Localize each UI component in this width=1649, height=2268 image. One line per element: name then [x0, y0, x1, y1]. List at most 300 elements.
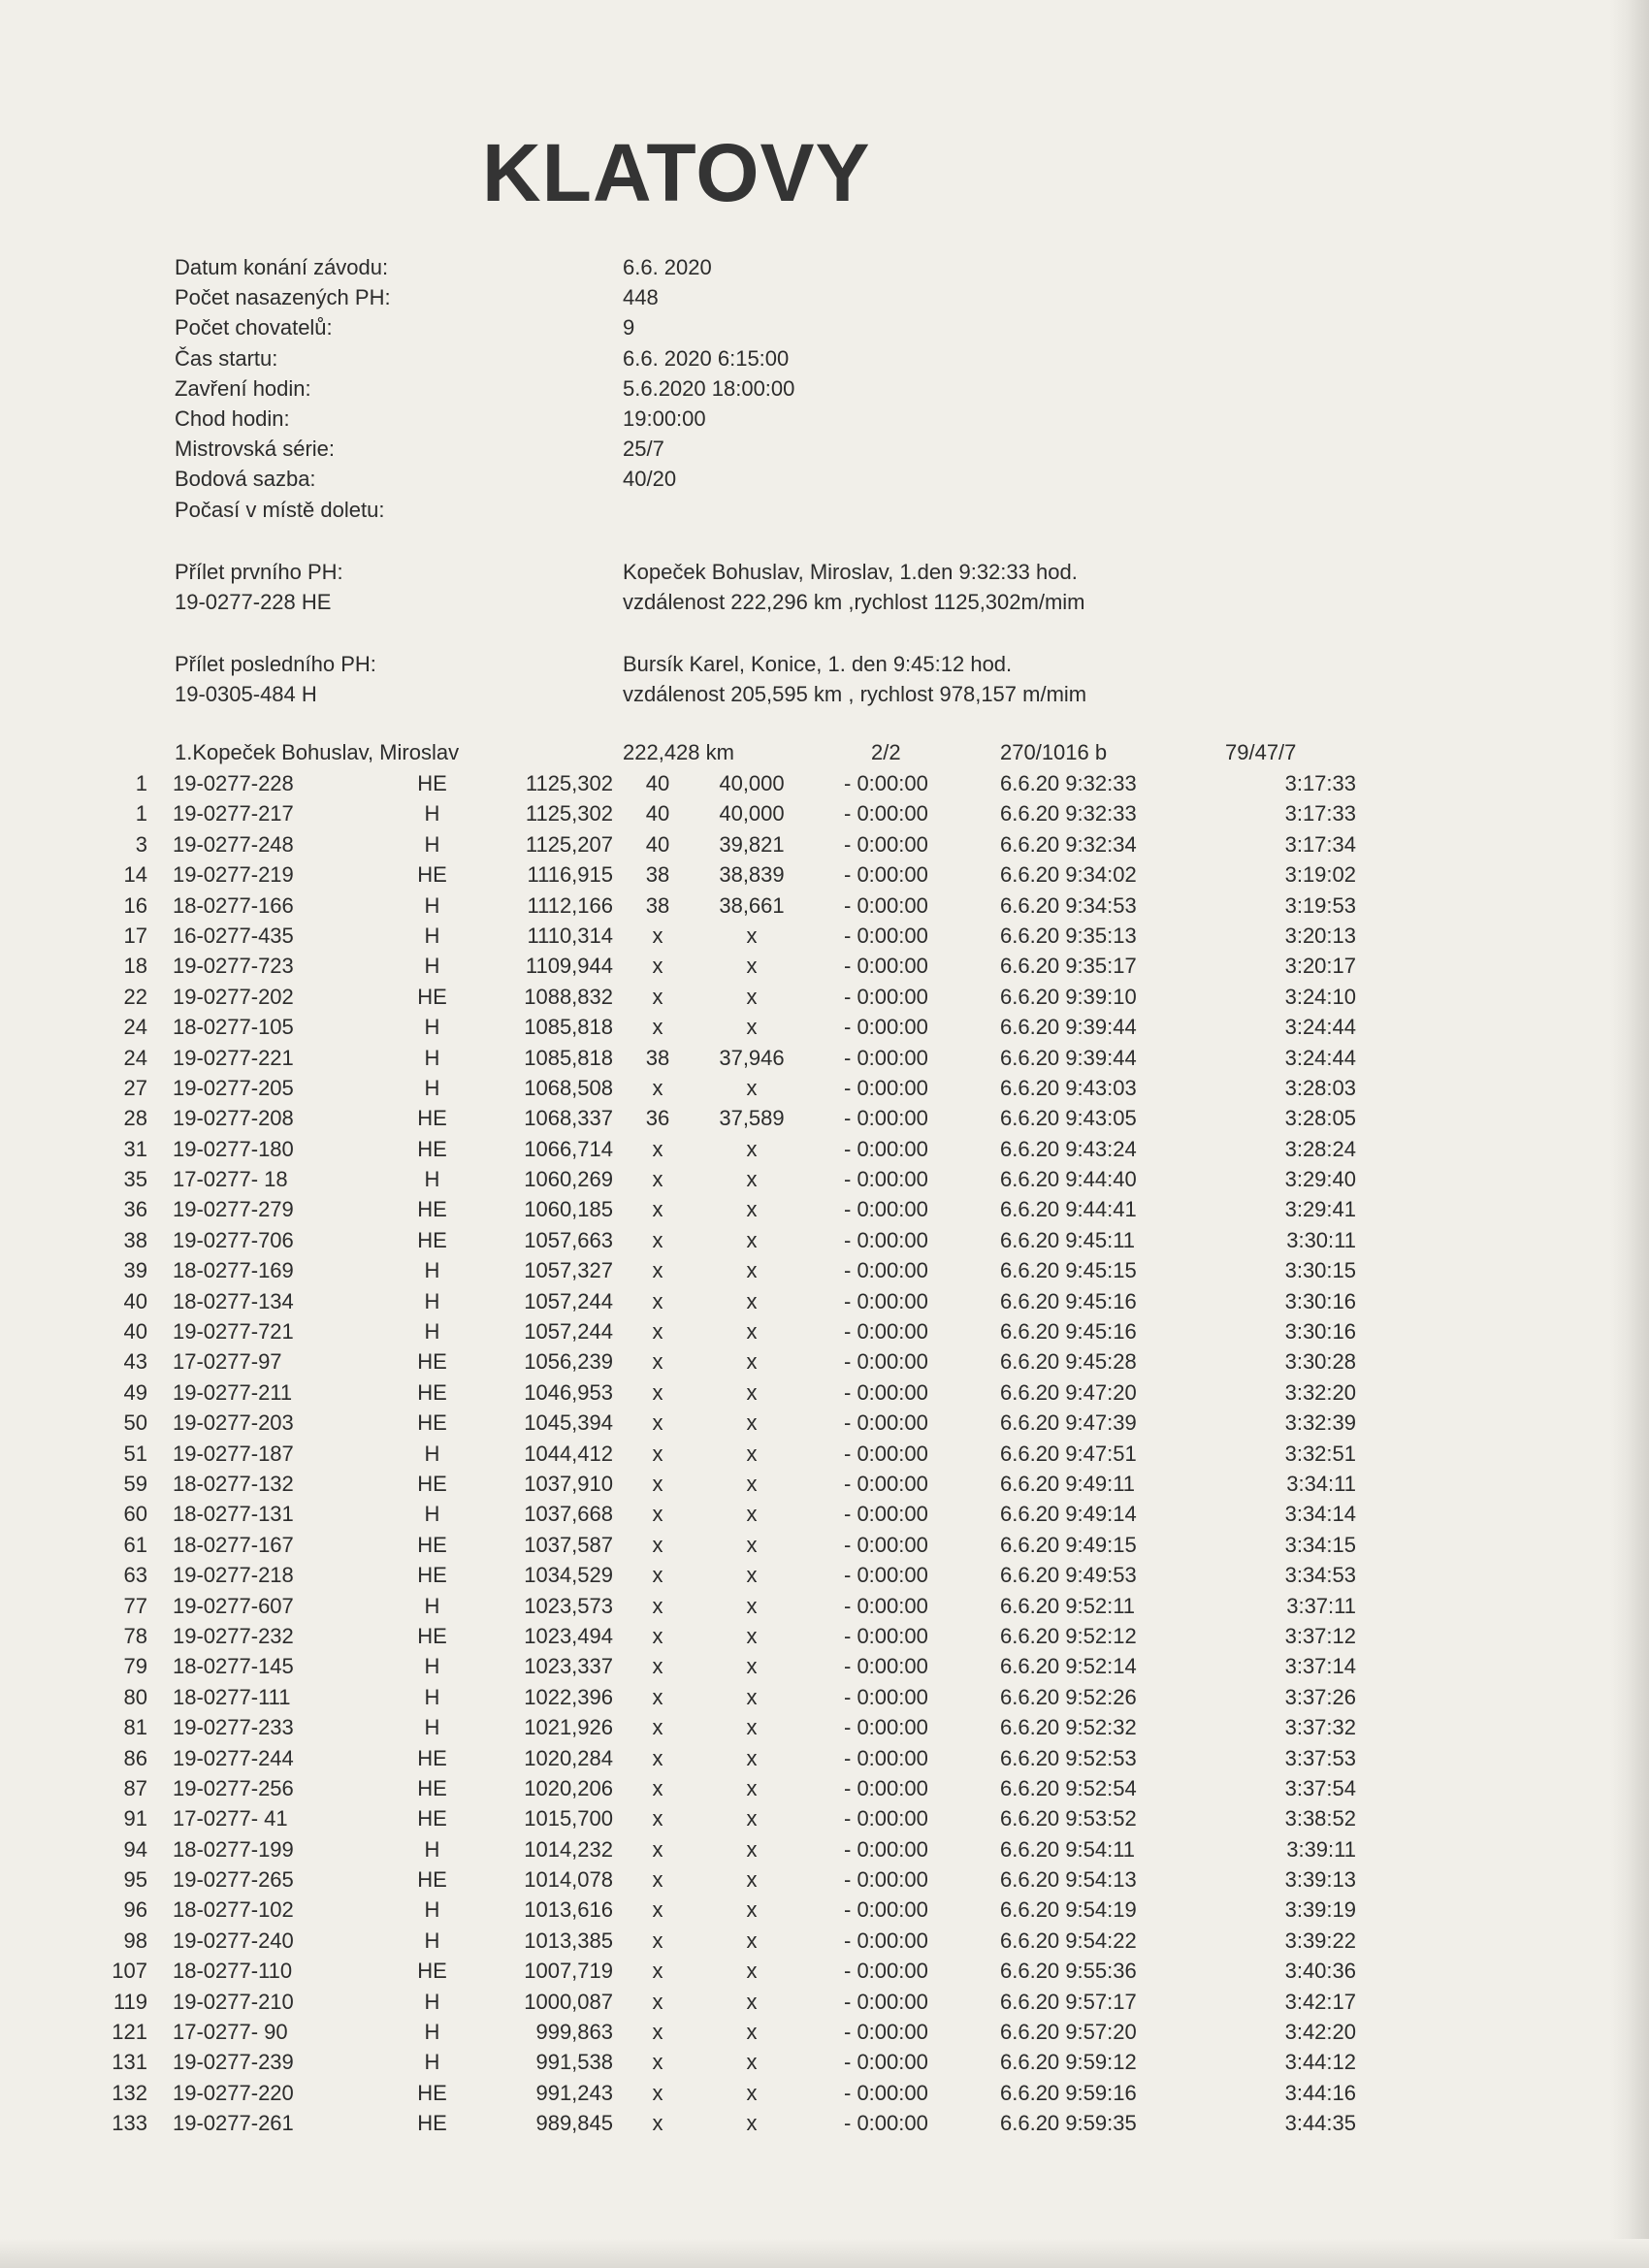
info-label: Chod hodin:	[175, 405, 290, 431]
difference-cell: - 0:00:00	[844, 1928, 928, 1953]
rank-cell: 16	[123, 892, 147, 918]
difference-cell: - 0:00:00	[844, 1715, 928, 1740]
table-row	[0, 1624, 1649, 1654]
rank-cell: 14	[123, 862, 147, 888]
arrival-cell: 6.6.20 9:52:26	[1000, 1684, 1137, 1709]
flight-time-cell: 3:17:34	[1284, 831, 1356, 857]
last-arrival-label: Přílet posledního PH:	[175, 652, 376, 676]
arrival-cell: 6.6.20 9:43:24	[1000, 1136, 1137, 1161]
points-cell: x	[652, 1258, 663, 1283]
coefficient-cell: x	[746, 1167, 758, 1192]
speed-cell: 991,538	[535, 2050, 613, 2075]
difference-cell: - 0:00:00	[844, 923, 928, 948]
points-cell: x	[652, 1563, 663, 1588]
sex-cell: HE	[417, 771, 447, 795]
speed-cell: 999,863	[535, 2020, 613, 2045]
sex-cell: HE	[417, 1867, 447, 1893]
arrival-cell: 6.6.20 9:47:20	[1000, 1379, 1137, 1405]
rank-cell: 77	[123, 1593, 147, 1618]
coefficient-cell: x	[746, 1806, 758, 1831]
table-row	[0, 1228, 1649, 1258]
flight-time-cell: 3:34:14	[1284, 1502, 1356, 1527]
rank-cell: 96	[123, 1897, 147, 1923]
sex-cell: HE	[417, 2111, 447, 2136]
ring-number-cell: 19-0277-232	[173, 1623, 294, 1648]
table-row	[0, 1594, 1649, 1624]
arrival-cell: 6.6.20 9:57:17	[1000, 1989, 1137, 2014]
coefficient-cell: x	[746, 1684, 758, 1709]
table-row	[0, 985, 1649, 1015]
points-cell: x	[652, 2080, 663, 2105]
sex-cell: HE	[417, 984, 447, 1009]
flight-time-cell: 3:32:51	[1284, 1441, 1356, 1466]
points-cell: x	[652, 1288, 663, 1313]
info-label: Mistrovská série:	[175, 437, 336, 462]
points-cell: x	[652, 2111, 663, 2136]
table-row	[0, 893, 1649, 923]
flight-time-cell: 3:17:33	[1284, 801, 1356, 826]
sex-cell: HE	[417, 1410, 447, 1436]
rank-cell: 121	[112, 2020, 147, 2045]
arrival-cell: 6.6.20 9:52:14	[1000, 1654, 1137, 1679]
speed-cell: 1023,494	[524, 1623, 613, 1648]
ring-number-cell: 16-0277-435	[173, 923, 294, 948]
info-label: Bodová sazba:	[175, 467, 316, 492]
table-row	[0, 954, 1649, 984]
rank-cell: 60	[123, 1502, 147, 1527]
rank-cell: 18	[123, 954, 147, 979]
coefficient-cell: x	[746, 1319, 758, 1345]
sex-cell: H	[424, 954, 440, 979]
arrival-cell: 6.6.20 9:44:41	[1000, 1197, 1137, 1222]
ring-number-cell: 18-0277-145	[173, 1654, 294, 1679]
difference-cell: - 0:00:00	[844, 1563, 928, 1588]
points-cell: x	[652, 1989, 663, 2014]
page-title: KLATOVY	[482, 127, 871, 218]
ring-number-cell: 19-0277-202	[173, 984, 294, 1009]
sex-cell: H	[424, 2050, 440, 2075]
ring-number-cell: 18-0277-105	[173, 1015, 294, 1040]
sex-cell: H	[424, 1836, 440, 1862]
difference-cell: - 0:00:00	[844, 1867, 928, 1893]
speed-cell: 1037,910	[524, 1471, 613, 1496]
coefficient-cell: x	[746, 1379, 758, 1405]
flight-time-cell: 3:44:12	[1284, 2050, 1356, 2075]
coefficient-cell: x	[746, 1441, 758, 1466]
coefficient-cell: x	[746, 1197, 758, 1222]
sex-cell: H	[424, 1075, 440, 1100]
speed-cell: 1021,926	[524, 1715, 613, 1740]
difference-cell: - 0:00:00	[844, 1897, 928, 1923]
ring-number-cell: 19-0277-239	[173, 2050, 294, 2075]
sex-cell: H	[424, 1654, 440, 1679]
rank-cell: 78	[123, 1623, 147, 1648]
rank-cell: 95	[123, 1867, 147, 1893]
flight-time-cell: 3:34:53	[1284, 1563, 1356, 1588]
difference-cell: - 0:00:00	[844, 1288, 928, 1313]
coefficient-cell: 40,000	[719, 771, 785, 795]
sex-cell: HE	[417, 1349, 447, 1375]
arrival-cell: 6.6.20 9:54:11	[1000, 1836, 1136, 1862]
speed-cell: 1014,232	[524, 1836, 613, 1862]
ring-number-cell: 19-0277-187	[173, 1441, 294, 1466]
sex-cell: H	[424, 923, 440, 948]
speed-cell: 1013,385	[524, 1928, 613, 1953]
flight-time-cell: 3:20:13	[1284, 923, 1356, 948]
points-cell: x	[652, 1745, 663, 1770]
speed-cell: 1022,396	[524, 1684, 613, 1709]
info-value: 448	[623, 285, 659, 310]
coefficient-cell: x	[746, 1136, 758, 1161]
ring-number-cell: 17-0277- 41	[173, 1806, 288, 1831]
sex-cell: H	[424, 1167, 440, 1192]
ring-number-cell: 19-0277-723	[173, 954, 294, 979]
coefficient-cell: x	[746, 1928, 758, 1953]
first-arrival-line2: vzdálenost 222,296 km ,rychlost 1125,302m/mim	[623, 590, 1085, 614]
rank-cell: 39	[123, 1258, 147, 1283]
ring-number-cell: 19-0277-228	[173, 771, 294, 795]
flight-time-cell: 3:38:52	[1284, 1806, 1356, 1831]
table-row	[0, 1776, 1649, 1806]
speed-cell: 1007,719	[524, 1959, 613, 1984]
ring-number-cell: 19-0277-203	[173, 1410, 294, 1436]
info-row	[175, 285, 1242, 315]
speed-cell: 1116,915	[527, 862, 613, 888]
first-arrival-ring: 19-0277-228 HE	[175, 590, 332, 614]
table-row	[0, 2020, 1649, 2050]
rank-cell: 119	[113, 1989, 147, 2014]
sex-cell: H	[424, 1288, 440, 1313]
flight-time-cell: 3:19:02	[1284, 862, 1356, 888]
info-row	[175, 315, 1242, 345]
table-row	[0, 1410, 1649, 1441]
rank-cell: 43	[123, 1349, 147, 1375]
sex-cell: HE	[417, 1775, 447, 1800]
arrival-cell: 6.6.20 9:32:33	[1000, 771, 1137, 795]
flight-time-cell: 3:30:16	[1284, 1319, 1356, 1345]
points-cell: x	[652, 1227, 663, 1252]
ring-number-cell: 19-0277-217	[173, 801, 294, 826]
table-row	[0, 1837, 1649, 1867]
coefficient-cell: x	[746, 1959, 758, 1984]
ring-number-cell: 19-0277-706	[173, 1227, 294, 1252]
table-row	[0, 1715, 1649, 1745]
rank-cell: 28	[123, 1106, 147, 1131]
breeder-distance: 222,428 km	[623, 740, 734, 764]
rank-cell: 61	[123, 1532, 147, 1557]
ring-number-cell: 18-0277-131	[173, 1502, 294, 1527]
sex-cell: HE	[417, 1563, 447, 1588]
rank-cell: 87	[123, 1775, 147, 1800]
race-info	[175, 255, 1242, 528]
coefficient-cell: 37,946	[719, 1045, 785, 1070]
ring-number-cell: 18-0277-134	[173, 1288, 294, 1313]
difference-cell: - 0:00:00	[844, 1045, 928, 1070]
ring-number-cell: 19-0277-721	[173, 1319, 294, 1345]
info-row	[175, 406, 1242, 437]
table-row	[0, 1533, 1649, 1563]
difference-cell: - 0:00:00	[844, 1593, 928, 1618]
flight-time-cell: 3:28:24	[1284, 1136, 1356, 1161]
flight-time-cell: 3:29:40	[1284, 1167, 1356, 1192]
table-row	[0, 862, 1649, 892]
sex-cell: H	[424, 1989, 440, 2014]
sex-cell: H	[424, 1319, 440, 1345]
speed-cell: 1046,953	[524, 1379, 613, 1405]
points-cell: x	[652, 1897, 663, 1923]
flight-time-cell: 3:39:11	[1286, 1836, 1356, 1862]
points-cell: 36	[645, 1106, 670, 1131]
speed-cell: 1057,327	[524, 1258, 613, 1283]
sex-cell: HE	[417, 1806, 447, 1831]
table-row	[0, 1197, 1649, 1227]
breeder-ratio: 2/2	[871, 740, 901, 764]
rank-cell: 24	[123, 1015, 147, 1040]
difference-cell: - 0:00:00	[844, 1959, 928, 1984]
ring-number-cell: 19-0277-279	[173, 1197, 294, 1222]
flight-time-cell: 3:30:11	[1286, 1227, 1356, 1252]
arrival-cell: 6.6.20 9:39:10	[1000, 984, 1137, 1009]
arrival-cell: 6.6.20 9:52:12	[1000, 1623, 1137, 1648]
coefficient-cell: 38,839	[719, 862, 785, 888]
difference-cell: - 0:00:00	[844, 1319, 928, 1345]
rank-cell: 40	[123, 1288, 147, 1313]
arrival-cell: 6.6.20 9:45:15	[1000, 1258, 1137, 1283]
speed-cell: 1109,944	[525, 954, 613, 979]
ring-number-cell: 19-0277-607	[173, 1593, 294, 1618]
difference-cell: - 0:00:00	[844, 1197, 928, 1222]
coefficient-cell: x	[746, 1288, 758, 1313]
rank-cell: 107	[112, 1959, 147, 1984]
points-cell: x	[652, 1775, 663, 1800]
rank-cell: 132	[112, 2080, 147, 2105]
difference-cell: - 0:00:00	[844, 1806, 928, 1831]
difference-cell: - 0:00:00	[844, 1654, 928, 1679]
difference-cell: - 0:00:00	[844, 1410, 928, 1436]
coefficient-cell: x	[746, 1623, 758, 1648]
info-value: 40/20	[623, 467, 677, 492]
points-cell: x	[652, 1075, 663, 1100]
ring-number-cell: 18-0277-132	[173, 1471, 294, 1496]
flight-time-cell: 3:42:20	[1284, 2020, 1356, 2045]
flight-time-cell: 3:44:16	[1284, 2080, 1356, 2105]
rank-cell: 31	[123, 1136, 147, 1161]
difference-cell: - 0:00:00	[844, 2020, 928, 2045]
table-row	[0, 1563, 1649, 1593]
table-row	[0, 801, 1649, 831]
points-cell: x	[652, 954, 663, 979]
points-cell: x	[652, 1410, 663, 1436]
difference-cell: - 0:00:00	[844, 2050, 928, 2075]
ring-number-cell: 18-0277-102	[173, 1897, 294, 1923]
flight-time-cell: 3:28:03	[1284, 1075, 1356, 1100]
ring-number-cell: 19-0277-218	[173, 1563, 294, 1588]
points-cell: x	[652, 1349, 663, 1375]
flight-time-cell: 3:39:22	[1284, 1928, 1356, 1953]
difference-cell: - 0:00:00	[844, 1379, 928, 1405]
rank-cell: 50	[123, 1410, 147, 1436]
difference-cell: - 0:00:00	[844, 771, 928, 795]
points-cell: x	[652, 923, 663, 948]
last-arrival-line2: vzdálenost 205,595 km , rychlost 978,157 m/mim	[623, 682, 1087, 706]
table-row	[0, 1897, 1649, 1928]
sex-cell: HE	[417, 1379, 447, 1405]
speed-cell: 1034,529	[524, 1563, 613, 1588]
table-row	[0, 1472, 1649, 1502]
table-row	[0, 1076, 1649, 1106]
info-row	[175, 346, 1242, 376]
arrival-cell: 6.6.20 9:54:22	[1000, 1928, 1137, 1953]
points-cell: x	[652, 1806, 663, 1831]
info-value: 6.6. 2020 6:15:00	[623, 345, 790, 371]
difference-cell: - 0:00:00	[844, 2080, 928, 2105]
arrival-cell: 6.6.20 9:45:16	[1000, 1319, 1137, 1345]
info-label: Čas startu:	[175, 345, 278, 371]
sex-cell: HE	[417, 1227, 447, 1252]
flight-time-cell: 3:37:26	[1284, 1684, 1356, 1709]
speed-cell: 1060,185	[524, 1197, 613, 1222]
page-bottom-shadow	[0, 2239, 1649, 2268]
table-row	[0, 1806, 1649, 1836]
flight-time-cell: 3:19:53	[1284, 892, 1356, 918]
difference-cell: - 0:00:00	[844, 892, 928, 918]
table-row	[0, 1654, 1649, 1684]
arrival-cell: 6.6.20 9:34:53	[1000, 892, 1137, 918]
speed-cell: 989,845	[535, 2111, 613, 2136]
rank-cell: 131	[112, 2050, 147, 2075]
coefficient-cell: 38,661	[719, 892, 785, 918]
table-row	[0, 1990, 1649, 2020]
speed-cell: 1125,207	[525, 831, 613, 857]
flight-time-cell: 3:29:41	[1284, 1197, 1356, 1222]
results-table	[0, 771, 1649, 2142]
ring-number-cell: 19-0277-240	[173, 1928, 294, 1953]
speed-cell: 1057,663	[524, 1227, 613, 1252]
speed-cell: 1057,244	[524, 1288, 613, 1313]
ring-number-cell: 19-0277-244	[173, 1745, 294, 1770]
coefficient-cell: 37,589	[719, 1106, 785, 1131]
difference-cell: - 0:00:00	[844, 984, 928, 1009]
table-row	[0, 771, 1649, 801]
difference-cell: - 0:00:00	[844, 862, 928, 888]
coefficient-cell: x	[746, 1532, 758, 1557]
coefficient-cell: 39,821	[719, 831, 785, 857]
arrival-cell: 6.6.20 9:52:11	[1000, 1593, 1136, 1618]
table-row	[0, 2111, 1649, 2141]
arrival-cell: 6.6.20 9:49:53	[1000, 1563, 1137, 1588]
table-row	[0, 1959, 1649, 1989]
ring-number-cell: 19-0277-211	[173, 1379, 293, 1405]
speed-cell: 1014,078	[524, 1867, 613, 1893]
points-cell: x	[652, 1502, 663, 1527]
sex-cell: H	[424, 1684, 440, 1709]
speed-cell: 1125,302	[525, 801, 613, 826]
points-cell: x	[652, 1441, 663, 1466]
speed-cell: 1000,087	[524, 1989, 613, 2014]
difference-cell: - 0:00:00	[844, 1775, 928, 1800]
arrival-cell: 6.6.20 9:54:19	[1000, 1897, 1137, 1923]
flight-time-cell: 3:37:12	[1284, 1623, 1356, 1648]
arrival-cell: 6.6.20 9:49:14	[1000, 1502, 1137, 1527]
difference-cell: - 0:00:00	[844, 1136, 928, 1161]
points-cell: x	[652, 1319, 663, 1345]
ring-number-cell: 19-0277-261	[173, 2111, 294, 2136]
coefficient-cell: x	[746, 1989, 758, 2014]
sex-cell: H	[424, 1258, 440, 1283]
difference-cell: - 0:00:00	[844, 1349, 928, 1375]
rank-cell: 133	[112, 2111, 147, 2136]
coefficient-cell: x	[746, 1593, 758, 1618]
speed-cell: 1037,668	[524, 1502, 613, 1527]
table-row	[0, 2050, 1649, 2080]
arrival-cell: 6.6.20 9:45:11	[1000, 1227, 1136, 1252]
arrival-cell: 6.6.20 9:43:03	[1000, 1075, 1137, 1100]
flight-time-cell: 3:32:39	[1284, 1410, 1356, 1436]
arrival-cell: 6.6.20 9:49:15	[1000, 1532, 1137, 1557]
table-row	[0, 1106, 1649, 1136]
coefficient-cell: x	[746, 1410, 758, 1436]
sex-cell: HE	[417, 1745, 447, 1770]
flight-time-cell: 3:17:33	[1284, 771, 1356, 795]
flight-time-cell: 3:34:15	[1284, 1532, 1356, 1557]
points-cell: 38	[645, 892, 670, 918]
points-cell: x	[652, 1928, 663, 1953]
arrival-cell: 6.6.20 9:59:16	[1000, 2080, 1137, 2105]
flight-time-cell: 3:30:28	[1284, 1349, 1356, 1375]
table-row	[0, 923, 1649, 954]
flight-time-cell: 3:37:54	[1284, 1775, 1356, 1800]
flight-time-cell: 3:34:11	[1286, 1471, 1356, 1496]
breeder-points: 270/1016 b	[1000, 740, 1108, 764]
coefficient-cell: x	[746, 1897, 758, 1923]
speed-cell: 1125,302	[525, 771, 613, 795]
flight-time-cell: 3:37:14	[1284, 1654, 1356, 1679]
coefficient-cell: x	[746, 1075, 758, 1100]
difference-cell: - 0:00:00	[844, 954, 928, 979]
arrival-cell: 6.6.20 9:35:13	[1000, 923, 1137, 948]
ring-number-cell: 17-0277-97	[173, 1349, 282, 1375]
coefficient-cell: x	[746, 984, 758, 1009]
first-arrival-label: Přílet prvního PH:	[175, 560, 343, 584]
sex-cell: HE	[417, 1623, 447, 1648]
coefficient-cell: x	[746, 1867, 758, 1893]
flight-time-cell: 3:32:20	[1284, 1379, 1356, 1405]
rank-cell: 91	[123, 1806, 147, 1831]
sex-cell: HE	[417, 862, 447, 888]
flight-time-cell: 3:40:36	[1284, 1959, 1356, 1984]
speed-cell: 1013,616	[524, 1897, 613, 1923]
speed-cell: 991,243	[535, 2080, 613, 2105]
coefficient-cell: x	[746, 1563, 758, 1588]
sex-cell: H	[424, 1715, 440, 1740]
ring-number-cell: 19-0277-221	[173, 1045, 294, 1070]
arrival-cell: 6.6.20 9:53:52	[1000, 1806, 1137, 1831]
flight-time-cell: 3:39:13	[1284, 1867, 1356, 1893]
rank-cell: 86	[123, 1745, 147, 1770]
sex-cell: H	[424, 1928, 440, 1953]
flight-time-cell: 3:20:17	[1284, 954, 1356, 979]
coefficient-cell: x	[746, 1502, 758, 1527]
coefficient-cell: x	[746, 1775, 758, 1800]
table-row	[0, 1502, 1649, 1532]
speed-cell: 1020,284	[524, 1745, 613, 1770]
info-row	[175, 498, 1242, 528]
arrival-cell: 6.6.20 9:54:13	[1000, 1867, 1137, 1893]
rank-cell: 40	[123, 1319, 147, 1345]
ring-number-cell: 19-0277-180	[173, 1136, 294, 1161]
coefficient-cell: x	[746, 923, 758, 948]
difference-cell: - 0:00:00	[844, 1623, 928, 1648]
